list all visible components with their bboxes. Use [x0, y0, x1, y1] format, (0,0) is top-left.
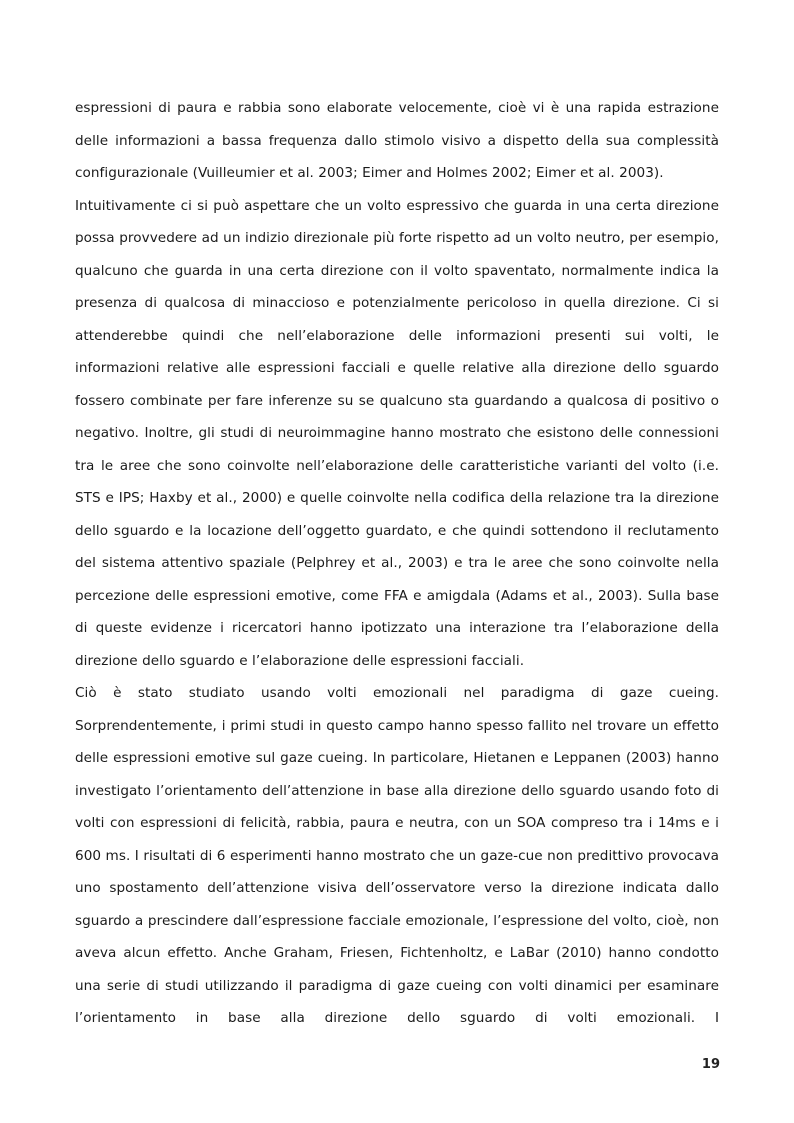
page-number: 19: [701, 1057, 720, 1072]
paragraph-3: Ciò è stato studiato usando volti emozionali nel paradigma di gaze cueing. Sorprendentemente, i primi studi in questo campo hanno spesso fallito nel trovare un effetto delle espressioni emotive sul gaze cueing. In particolare, Hietanen e Leppanen (2003) hanno investigato l’orientamento dell’attenzione in base alla direzione dello sguardo usando foto di volti con espressioni di felicità, rabbia, paura e neutra, con un SOA compreso tra i 14ms e i 600 ms. I risultati di 6 esperimenti hanno mostrato che un gaze-cue non predittivo provocava uno spostamento dell’attenzione visiva dell’osservatore verso la direzione indicata dallo sguardo a prescindere dall’espressione facciale emozionale, l’espressione del volto, cioè, non aveva alcun effetto. Anche Graham, Friesen, Fichtenholtz, e LaBar (2010) hanno condotto una serie di studi utilizzando il paradigma di gaze cueing con volti dinamici per esaminare l’orientamento in base alla direzione dello sguardo di volti emozionali. I: [75, 685, 719, 1026]
body-text: [75, 92, 719, 1035]
paragraph-2: Intuitivamente ci si può aspettare che un volto espressivo che guarda in una certa direzione possa provvedere ad un indizio direzionale più forte rispetto ad un volto neutro, per esempio, qualcuno che guarda in una certa direzione con il volto spaventato, normalmente indica la presenza di qualcosa di minaccioso e potenzialmente pericoloso in quella direzione. Ci si attenderebbe quindi che nell’elaborazione delle informazioni presenti sui volti, le informazioni relative alle espressioni facciali e quelle relative alla direzione dello sguardo fossero combinate per fare inferenze su se qualcuno sta guardando a qualcosa di positivo o negativo. Inoltre, gli studi di neuroimmagine hanno mostrato che esistono delle connessioni tra le aree che sono coinvolte nell’elaborazione delle caratteristiche varianti del volto (i.e. STS e IPS; Haxby et al., 2000) e quelle coinvolte nella codifica della relazione tra la direzione dello sguardo e la locazione dell’oggetto guardato, e che quindi sottendono il reclutamento del sistema attentivo spaziale (Pelphrey et al., 2003) e tra le aree che sono coinvolte nella percezione delle espressioni emotive, come FFA e amigdala (Adams et al., 2003). Sulla base di queste evidenze i ricercatori hanno ipotizzato una interazione tra l’elaborazione della direzione dello sguardo e l’elaborazione delle espressioni facciali.: [75, 197, 719, 669]
paragraph-1: espressioni di paura e rabbia sono elaborate velocemente, cioè vi è una rapida estrazione delle informazioni a bassa frequenza dallo stimolo visivo a dispetto della sua complessità configurazionale (Vuilleumier et al. 2003; Eimer and Holmes 2002; Eimer et al. 2003).: [75, 100, 719, 181]
